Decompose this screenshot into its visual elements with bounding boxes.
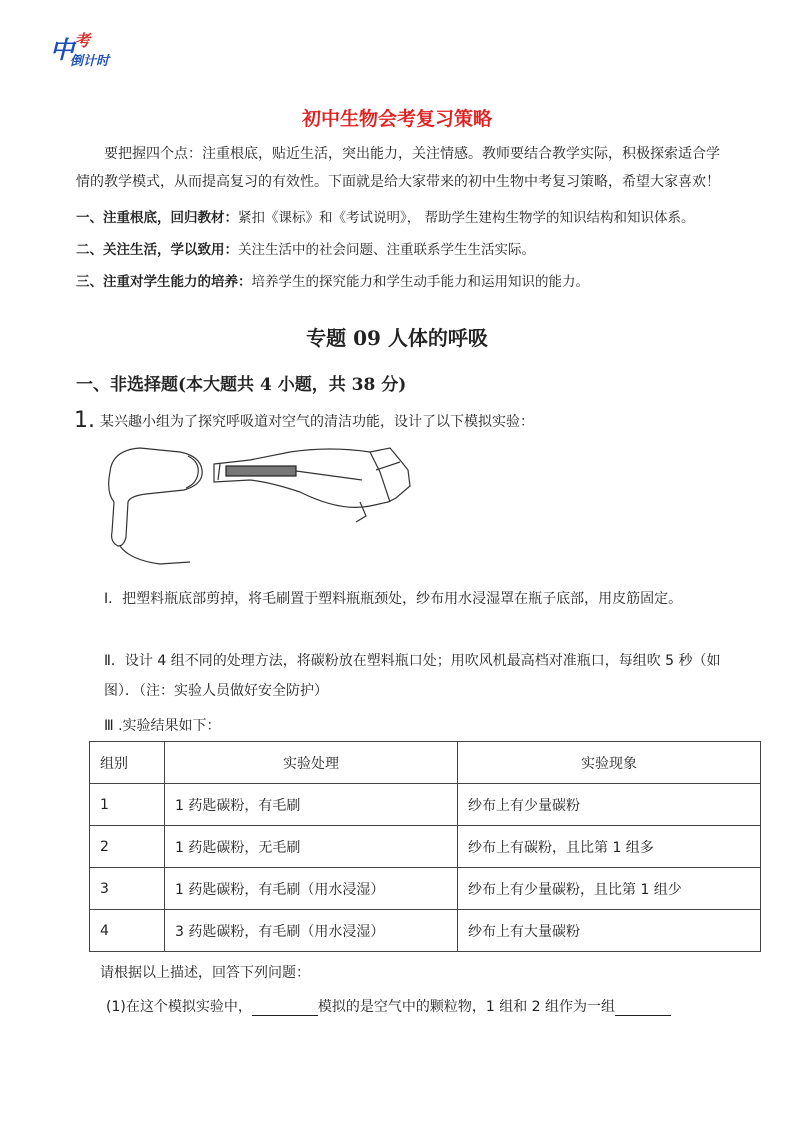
step-2: Ⅱ．设计 4 组不同的处理方法，将碳粉放在塑料瓶口处；用吹风机最高档对准瓶口，每组吹 5 秒（如图）．（注：实验人员做好安全防护）: [104, 653, 721, 699]
sub-question-1: [106, 996, 671, 1016]
table-cell: 4: [90, 910, 165, 952]
brush-icon: [226, 466, 296, 476]
table-header-row: [90, 742, 761, 784]
table-header: 实验现象: [458, 742, 761, 784]
table-cell: 纱布上有少量碳粉，且比第 1 组少: [458, 868, 761, 910]
step-1: Ⅰ．把塑料瓶底部剪掉，将毛刷置于塑料瓶瓶颈处，纱布用水浸湿罩在瓶子底部，用皮筋固定。: [104, 591, 683, 607]
table-cell: 3 药匙碳粉，有毛刷（用水浸湿）: [165, 910, 458, 952]
results-table: [89, 741, 761, 952]
strategy-item: [76, 270, 746, 290]
logo-char-zhong: 中: [50, 36, 74, 64]
strategy-item: [76, 206, 746, 226]
answer-prompt: 请根据以上描述，回答下列问题：: [100, 965, 310, 981]
sub-question-1-part-b: 模拟的是空气中的颗粒物，1 组和 2 组作为一组: [317, 999, 616, 1015]
answer-blank[interactable]: [615, 1001, 671, 1016]
strategy-text: 关注生活中的社会问题、注重联系学生生活实际。: [238, 242, 535, 258]
table-row: [90, 868, 761, 910]
table-row: [90, 784, 761, 826]
table-row: [90, 826, 761, 868]
table-cell: 1 药匙碳粉，无毛刷: [165, 826, 458, 868]
table-cell: 纱布上有少量碳粉: [458, 784, 761, 826]
question-text: 某兴趣小组为了探究呼吸道对空气的清洁功能，设计了以下模拟实验：: [100, 414, 534, 430]
table-cell: 1 药匙碳粉，有毛刷: [165, 784, 458, 826]
answer-blank[interactable]: [252, 1001, 318, 1016]
strategy-lead: 三、注重对学生能力的培养：: [76, 274, 252, 290]
intro-paragraph: 要把握四个点：注重根底，贴近生活，突出能力，关注情感。教师要结合教学实际，积极探索适合学情的教学模式，从而提高复习的有效性。下面就是给大家带来的初中生物中考复习策略，希望大家喜欢！: [76, 146, 720, 190]
table-cell: 2: [90, 826, 165, 868]
question-number: 1.: [74, 408, 95, 433]
experiment-figure: [100, 442, 420, 572]
logo: [50, 30, 124, 70]
table-cell: 纱布上有大量碳粉: [458, 910, 761, 952]
logo-countdown: 倒计时: [70, 54, 110, 69]
bottle-icon: [214, 448, 410, 507]
strategy-text: 紧扣《课标》和《考试说明》， 帮助学生建构生物学的知识结构和知识体系。: [238, 210, 695, 226]
table-header: 实验处理: [165, 742, 458, 784]
table-header: 组别: [90, 742, 165, 784]
step-3: Ⅲ .实验结果如下：: [104, 718, 221, 734]
sub-question-1-part-a: (1)在这个模拟实验中，: [106, 999, 252, 1015]
hair-dryer-icon: [109, 448, 203, 546]
strategy-lead: 一、注重根底，回归教材：: [76, 210, 238, 226]
strategy-lead: 二、关注生活，学以致用：: [76, 242, 238, 258]
topic-heading: 专题 09 人体的呼吸: [306, 326, 488, 350]
strategy-text: 培养学生的探究能力和学生动手能力和运用知识的能力。: [251, 274, 589, 290]
table-row: [90, 910, 761, 952]
table-cell: 3: [90, 868, 165, 910]
logo-char-kao: 考: [74, 31, 91, 50]
section-heading: 一、非选择题(本大题共 4 小题，共 38 分): [76, 375, 407, 395]
strategy-item: [76, 238, 746, 258]
page-title: 初中生物会考复习策略: [301, 108, 492, 130]
table-cell: 1: [90, 784, 165, 826]
table-cell: 纱布上有碳粉，且比第 1 组多: [458, 826, 761, 868]
table-cell: 1 药匙碳粉，有毛刷（用水浸湿）: [165, 868, 458, 910]
